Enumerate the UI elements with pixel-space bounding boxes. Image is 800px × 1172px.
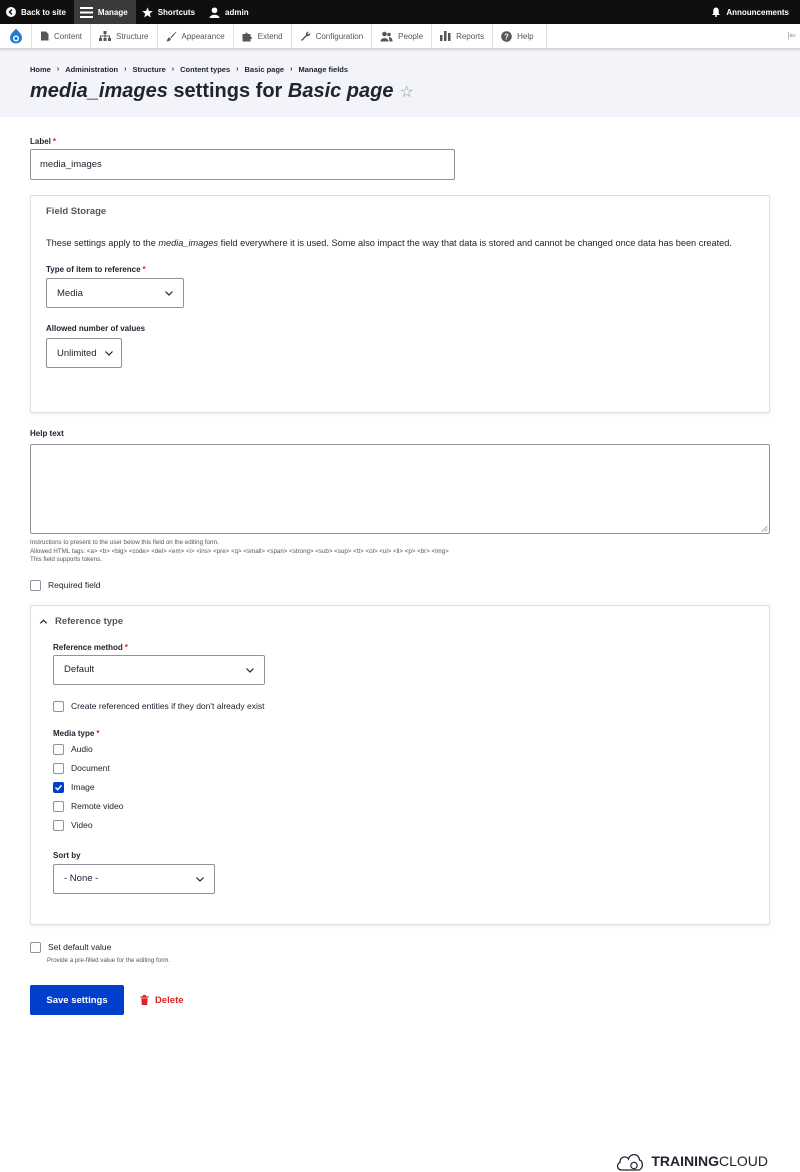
help-text-textarea[interactable] (30, 444, 770, 534)
field-storage-panel (30, 195, 770, 413)
user-tab[interactable] (203, 0, 257, 24)
brand-bold: TRAINING (651, 1153, 719, 1169)
required-field-checkbox[interactable] (30, 580, 41, 591)
allowed-values-label: Allowed number of values (46, 324, 146, 333)
chevron-down-icon (245, 665, 255, 675)
media-type-label[interactable]: Remote video (71, 801, 124, 811)
shortcut-star-icon[interactable]: ☆ (399, 83, 414, 101)
type-of-item-label: Type of item to reference * (46, 265, 146, 274)
bell-icon (711, 7, 721, 17)
announcements-tab[interactable] (705, 0, 800, 24)
tray-collapse-toggle[interactable]: |⇐ (787, 31, 796, 40)
back-to-site-label: Back to site (21, 7, 66, 17)
reference-method-select[interactable] (53, 655, 265, 685)
cloud-logo-icon (615, 1150, 645, 1172)
default-value-description: Provide a pre-filled value for the editing form. (47, 956, 171, 964)
checkmark-icon (54, 783, 63, 792)
bar-chart-icon (440, 31, 451, 41)
reference-method-value: Default (64, 664, 95, 675)
puzzle-icon (242, 31, 253, 42)
page-header (0, 49, 800, 117)
delete-link[interactable] (140, 995, 184, 1006)
media-type-row (53, 820, 747, 831)
field-storage-title: Field Storage (46, 206, 107, 217)
auto-create-row (53, 701, 747, 712)
media-type-video-checkbox[interactable] (53, 820, 64, 831)
manage-label: Manage (97, 7, 128, 17)
media-type-label[interactable]: Image (71, 782, 95, 792)
media-type-label[interactable]: Audio (71, 744, 93, 754)
sort-by-select[interactable] (53, 864, 215, 894)
chevron-down-icon (195, 874, 205, 884)
breadcrumb-link[interactable]: Home (30, 65, 51, 74)
breadcrumb-link[interactable]: Manage fields (298, 65, 349, 74)
chevron-down-icon (164, 288, 174, 298)
page-title-middle: settings for (167, 80, 288, 102)
form-actions (30, 985, 770, 1015)
media-type-row (53, 782, 747, 793)
help-text-label: Help text (30, 429, 64, 438)
tray-item-configuration[interactable] (292, 24, 373, 49)
announcements-label: Announcements (726, 7, 789, 17)
page-title (30, 80, 770, 103)
media-type-audio-checkbox[interactable] (53, 744, 64, 755)
breadcrumb-link[interactable]: Basic page (244, 65, 285, 74)
allowed-values-select[interactable] (46, 338, 122, 368)
trash-icon (140, 995, 149, 1005)
tray-item-help[interactable] (493, 24, 546, 49)
people-icon (380, 31, 393, 42)
tray-item-label: Reports (456, 31, 485, 41)
help-icon (501, 31, 512, 42)
media-type-label[interactable]: Video (71, 820, 93, 830)
tray-item-label: Appearance (181, 31, 225, 41)
media-type-label[interactable]: Document (71, 763, 110, 773)
tray-item-label: Configuration (315, 31, 364, 41)
tray-item-label: Extend (257, 31, 283, 41)
tray-item-extend[interactable] (234, 24, 292, 49)
media-type-row (53, 763, 747, 774)
reference-type-panel (30, 605, 770, 925)
allowed-values-value: Unlimited (57, 347, 97, 359)
default-value-label[interactable]: Set default value (48, 942, 112, 952)
default-value-row (30, 942, 770, 953)
user-icon (209, 7, 220, 18)
chevron-up-icon (39, 617, 48, 626)
breadcrumb (30, 65, 770, 74)
allowed-tags-description: Allowed HTML tags: <a> <b> <big> <code> <del> <em> <i> <ins> <pre> <q> <small> <span> <strong> <sub> <sup> <tt> <ol> <ul> <li> <p> <br> <img> (30, 547, 449, 555)
drupal-logo-icon[interactable] (0, 24, 32, 49)
user-label: admin (225, 7, 249, 17)
tokens-description: This field supports tokens. (30, 556, 102, 563)
tray-item-label: People (398, 31, 424, 41)
tray-item-label: Content (54, 31, 83, 41)
back-to-site-link[interactable] (0, 0, 74, 24)
admin-tray (0, 24, 800, 49)
page-title-field: media_images (30, 80, 168, 102)
breadcrumb-separator: › (56, 66, 60, 73)
media-type-row (53, 744, 747, 755)
required-field-row (30, 580, 770, 591)
breadcrumb-separator: › (124, 66, 127, 73)
breadcrumb-link[interactable]: Structure (132, 65, 166, 74)
tray-item-label: Structure (116, 31, 149, 41)
media-type-remote-video-checkbox[interactable] (53, 801, 64, 812)
media-type-document-checkbox[interactable] (53, 763, 64, 774)
type-of-item-select[interactable] (46, 278, 184, 308)
reference-method-label: Reference method * (53, 642, 128, 652)
tray-item-appearance[interactable] (158, 24, 234, 49)
shortcuts-tab[interactable] (136, 0, 203, 24)
back-arrow-icon (6, 7, 16, 17)
save-settings-button[interactable]: Save settings (30, 985, 124, 1015)
tray-item-people[interactable] (372, 24, 432, 49)
auto-create-checkbox[interactable] (53, 701, 64, 712)
auto-create-label[interactable]: Create referenced entities if they don't already exist (71, 701, 265, 711)
tray-item-structure[interactable] (91, 24, 157, 49)
breadcrumb-separator: › (290, 66, 293, 73)
manage-tab[interactable] (74, 0, 136, 24)
sort-by-label: Sort by (53, 850, 81, 860)
chevron-down-icon (104, 348, 114, 358)
label-field-label: Label * (30, 137, 57, 146)
media-type-label: Media type * (53, 728, 100, 738)
resize-handle-icon[interactable] (761, 525, 768, 532)
required-marker: * (52, 137, 57, 146)
breadcrumb-separator: › (236, 66, 239, 73)
required-field-label[interactable]: Required field (48, 580, 101, 590)
field-storage-description: These settings apply to the media_images field everywhere it is used. Some also impact the way that data is stored and cannot be changed once data has been created. (46, 238, 732, 248)
page-title-bundle: Basic page (287, 80, 394, 102)
brush-icon (166, 31, 177, 42)
label-input[interactable]: media_images (30, 149, 455, 180)
file-icon (40, 31, 49, 41)
breadcrumb-link[interactable]: Administration (65, 65, 119, 74)
hamburger-icon (80, 7, 93, 18)
type-of-item-value: Media (57, 287, 83, 299)
default-value-checkbox[interactable] (30, 942, 41, 953)
trainingcloud-logo (615, 1150, 768, 1172)
breadcrumb-separator: › (171, 66, 175, 73)
field-settings-form (0, 117, 800, 1169)
help-text-description: Instructions to present to the user below this field on the editing form. (30, 539, 219, 546)
brand-rest: CLOUD (718, 1153, 768, 1169)
admin-toolbar (0, 0, 800, 24)
breadcrumb-link[interactable]: Content types (180, 65, 231, 74)
media-type-image-checkbox[interactable] (53, 782, 64, 793)
tray-item-label: Help (517, 31, 534, 41)
reference-type-summary[interactable] (31, 606, 769, 637)
shortcuts-label: Shortcuts (157, 7, 196, 17)
tray-item-content[interactable] (32, 24, 91, 49)
reference-type-title: Reference type (55, 615, 124, 627)
media-type-row (53, 801, 747, 812)
sitemap-icon (99, 31, 111, 41)
wrench-icon (300, 31, 311, 42)
tray-item-reports[interactable] (432, 24, 493, 49)
svg-text:?: ? (504, 31, 510, 41)
sort-by-value: - None - (64, 873, 99, 884)
delete-label: Delete (155, 994, 184, 1006)
star-icon (142, 7, 153, 18)
